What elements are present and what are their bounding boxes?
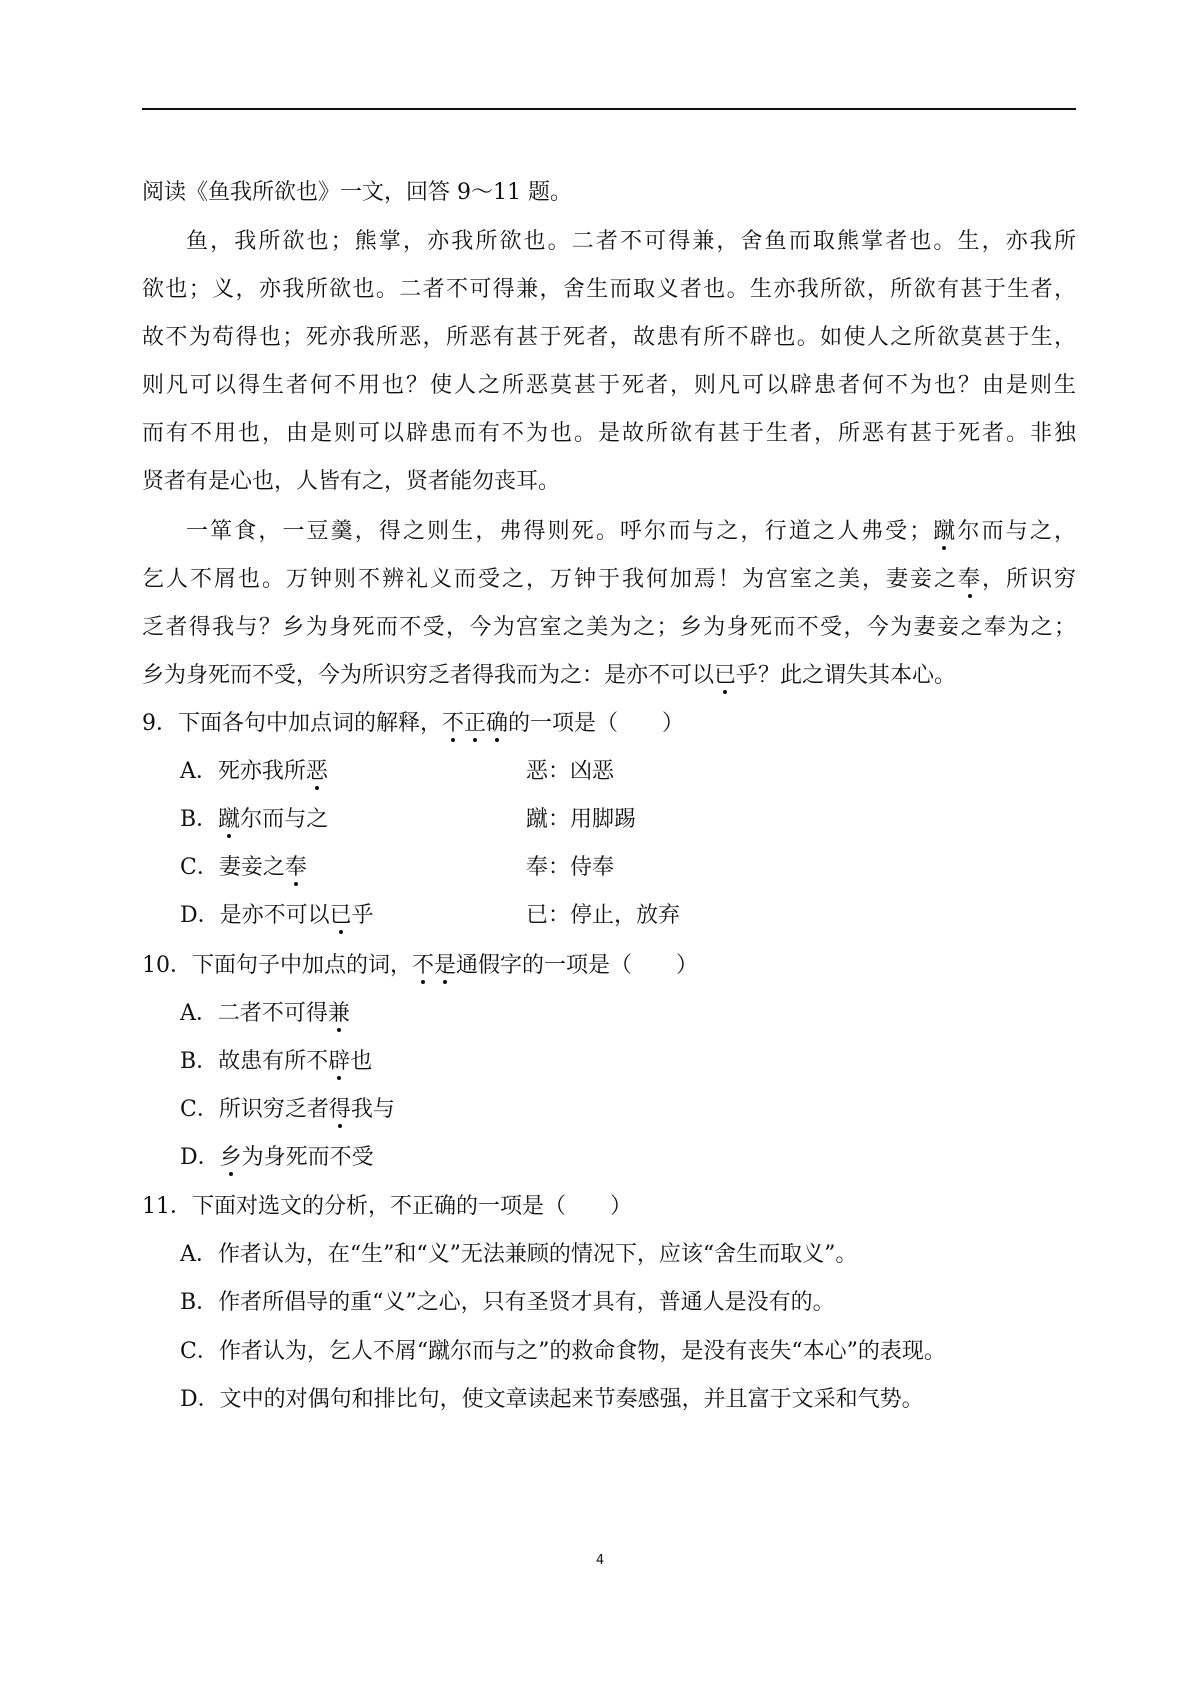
passage-line-6: 贤者有是心也，人皆有之，贤者能勿丧耳。 bbox=[142, 469, 561, 494]
page-number: 4 bbox=[595, 1553, 605, 1568]
header-rule bbox=[142, 108, 1076, 110]
q9-option-d[interactable]: D．是亦不可以已乎 bbox=[180, 903, 374, 928]
q9-option-b[interactable]: B．蹴尔而与之 bbox=[180, 807, 329, 832]
question-10-stem: 10．下面句子中加点的词，不是通假字的一项是（ ） bbox=[142, 953, 699, 978]
q11-option-d[interactable]: D．文中的对偶句和排比句，使文章读起来节奏感强，并且富于文采和气势。 bbox=[180, 1387, 924, 1412]
passage-line-4: 则凡可以得生者何不用也？使人之所恶莫甚于死者，则凡可以辟患者何不为也？由是则生 bbox=[142, 373, 1076, 398]
dotted-char: 已 bbox=[714, 663, 737, 688]
passage-line-5: 而有不用也，由是则可以辟患而有不为也。是故所欲有甚于生者，所恶有甚于死者。非独 bbox=[142, 421, 1076, 446]
passage-line-9: 乏者得我与？乡为身死而不受，今为宫室之美为之；乡为身死而不受，今为妻妾之奉为之； bbox=[142, 615, 1076, 640]
q11-option-c[interactable]: C．作者认为，乞人不屑“蹴尔而与之”的救命食物，是没有丧失“本心”的表现。 bbox=[180, 1339, 946, 1364]
question-11-stem: 11．下面对选文的分析，不正确的一项是（ ） bbox=[142, 1194, 632, 1219]
q9-option-c[interactable]: C．妻妾之奉 bbox=[180, 855, 307, 880]
dotted-char: 蹴 bbox=[931, 519, 958, 544]
passage-line-10: 乡为身死而不受，今为所识穷乏者得我而为之：是亦不可以已乎？此之谓失其本心。 bbox=[142, 663, 957, 688]
passage-line-3: 故不为苟得也；死亦我所恶，所恶有甚于死者，故患有所不辟也。如使人之所欲莫甚于生， bbox=[142, 325, 1076, 350]
passage-line-2: 欲也；义，亦我所欲也。二者不可得兼，舍生而取义者也。生亦我所欲，所欲有甚于生者， bbox=[142, 277, 1076, 302]
q10-option-a[interactable]: A．二者不可得兼 bbox=[180, 1001, 350, 1026]
q10-option-d[interactable]: D．乡为身死而不受 bbox=[180, 1145, 374, 1170]
q9-option-c-explanation: 奉：侍奉 bbox=[526, 855, 615, 880]
q9-option-d-explanation: 已：停止，放弃 bbox=[526, 903, 681, 928]
q9-option-a-explanation: 恶：凶恶 bbox=[526, 759, 615, 784]
dotted-char: 奉 bbox=[957, 567, 982, 592]
passage-line-1: 鱼，我所欲也；熊掌，亦我所欲也。二者不可得兼，舍鱼而取熊掌者也。生，亦我所 bbox=[186, 229, 1076, 254]
q11-option-b[interactable]: B．作者所倡导的重“义”之心，只有圣贤才具有，普通人是没有的。 bbox=[180, 1290, 835, 1315]
passage-line-7: 一箪食，一豆羹，得之则生，弗得则死。呼尔而与之，行道之人弗受；蹴尔而与之， bbox=[186, 519, 1076, 544]
q9-option-b-explanation: 蹴：用脚踢 bbox=[526, 807, 637, 832]
q10-option-b[interactable]: B．故患有所不辟也 bbox=[180, 1049, 373, 1074]
passage-line-8: 乞人不屑也。万钟则不辨礼义而受之，万钟于我何加焉！为宫室之美，妻妾之奉，所识穷 bbox=[142, 567, 1076, 592]
reading-instruction: 阅读《鱼我所欲也》一文，回答 9～11 题。 bbox=[142, 180, 572, 205]
q9-option-a[interactable]: A．死亦我所恶 bbox=[180, 759, 328, 784]
q11-option-a[interactable]: A．作者认为，在“生”和“义”无法兼顾的情况下，应该“舍生而取义”。 bbox=[180, 1242, 858, 1267]
question-9-stem: 9．下面各句中加点词的解释，不正确的一项是（ ） bbox=[142, 711, 685, 736]
q10-option-c[interactable]: C．所识穷乏者得我与 bbox=[180, 1097, 395, 1122]
